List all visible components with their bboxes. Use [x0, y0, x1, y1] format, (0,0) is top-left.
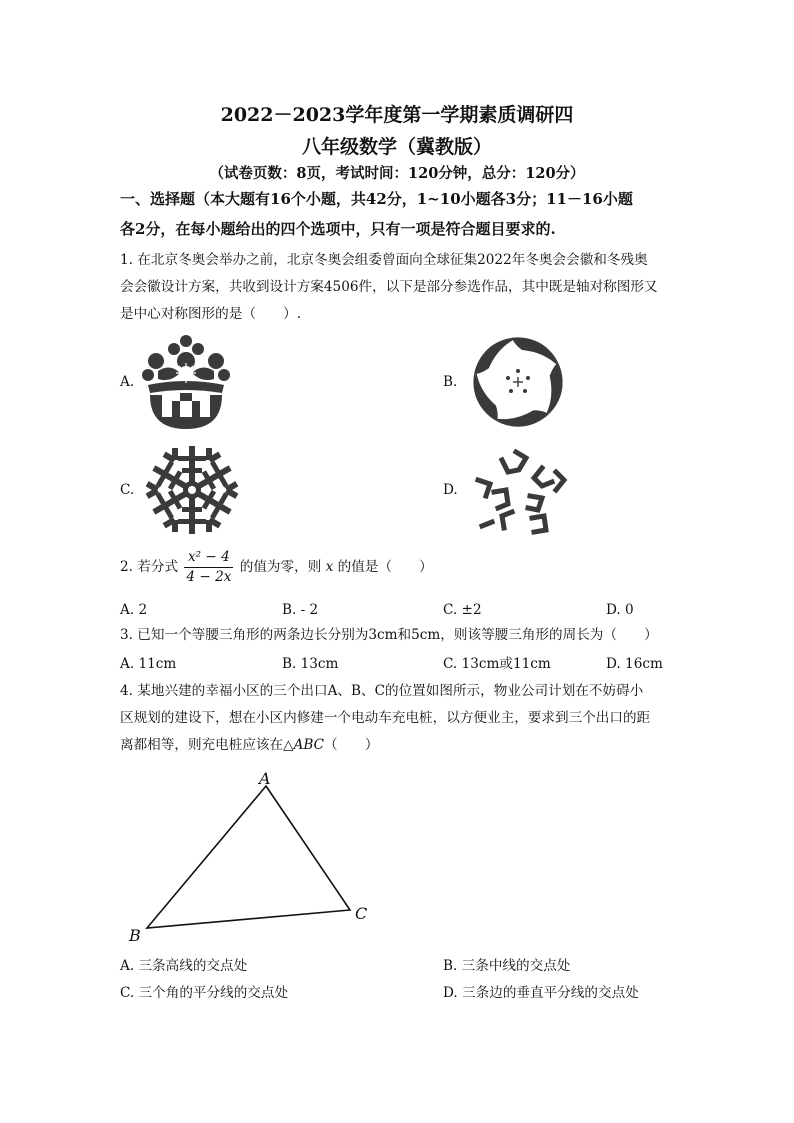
q1-line-2: 会会徽设计方案，共收到设计方案4506件，以下是部分参选作品，其中既是轴对称图形又	[120, 279, 658, 295]
q1-line-3: 是中心对称图形的是（ ）.	[120, 306, 302, 322]
q1-option-a-label: A.	[120, 374, 135, 390]
exam-info: （试卷页数：8页，考试时间：120分钟，总分：120分）	[209, 165, 585, 182]
exam-subtitle: 八年级数学（冀教版）	[301, 136, 492, 158]
section-line-2: 各2分，在每小题给出的四个选项中，只有一项是符合题目要求的.	[120, 220, 556, 238]
q1-option-b-label: B.	[443, 374, 458, 390]
q1-line-1: 1. 在北京冬奥会举办之前，北京冬奥会组委曾面向全球征集2022年冬奥会会徽和冬残奥	[120, 252, 648, 268]
q4-line-1: 4. 某地兴建的幸福小区的三个出口A、B、C的位置如图所示，物业公司计划在不妨碍小	[120, 683, 644, 699]
q4-line-2: 区规划的建设下，想在小区内修建一个电动车充电桩，以方便业主，要求到三个出口的距	[120, 710, 651, 726]
q3-option-c: C. 13cm或11cm	[443, 656, 551, 672]
q3-option-d: D. 16cm	[606, 656, 663, 672]
q4-triangle-ref: △ABC	[283, 737, 325, 753]
emblem-c-icon	[146, 444, 238, 536]
emblem-a-icon	[140, 333, 232, 429]
vertex-c-label: C	[355, 904, 368, 923]
vertex-a-label: A	[259, 769, 271, 788]
q2-variable: x	[325, 559, 334, 575]
q2-option-a: A. 2	[120, 602, 148, 618]
q2-option-c: C. ±2	[443, 602, 482, 618]
q3-option-a: A. 11cm	[120, 656, 177, 672]
q2-option-b: B. - 2	[282, 602, 319, 618]
q1-option-d-label: D.	[443, 482, 458, 498]
q4-line-3	[120, 732, 680, 759]
section-line-1: 一、选择题（本大题有16个小题，共42分，1~10小题各3分；11－16小题	[120, 190, 633, 208]
q4-line-3-text: 离都相等，则充电桩应该在	[120, 737, 284, 753]
exam-title: 2022－2023学年度第一学期素质调研四	[220, 104, 574, 126]
q2-suffix: 的值为零，则	[239, 559, 322, 575]
q2-denominator: 4 − 2x	[186, 569, 232, 585]
q2-option-d: D. 0	[606, 602, 634, 618]
q2-numerator: x² − 4	[184, 548, 233, 568]
q4-line-3-end: （ ）	[324, 737, 379, 753]
q4-option-c: C. 三个角的平分线的交点处	[120, 985, 289, 1001]
q2-prefix: 2. 若分式	[120, 559, 179, 575]
q2-suffix-2: 的值是（ ）	[337, 559, 433, 575]
q3-option-b: B. 13cm	[282, 656, 339, 672]
triangle-abc-diagram	[120, 768, 380, 948]
vertex-b-label: B	[129, 926, 141, 945]
q4-option-d: D. 三条边的垂直平分线的交点处	[443, 985, 639, 1001]
triangle-abc	[147, 786, 350, 928]
question-3: 3. 已知一个等腰三角形的两条边长分别为3cm和5cm，则该等腰三角形的周长为（ ）	[120, 627, 658, 643]
emblem-b-icon	[470, 334, 566, 430]
question-4	[120, 678, 680, 759]
q2-fraction	[184, 548, 233, 587]
emblem-d-icon	[472, 446, 570, 538]
question-1	[120, 247, 680, 328]
q1-option-c-label: C.	[120, 482, 135, 498]
q4-option-b: B. 三条中线的交点处	[443, 958, 571, 974]
section-heading	[120, 184, 680, 244]
q4-option-a: A. 三条高线的交点处	[120, 958, 248, 974]
question-2	[120, 548, 680, 587]
